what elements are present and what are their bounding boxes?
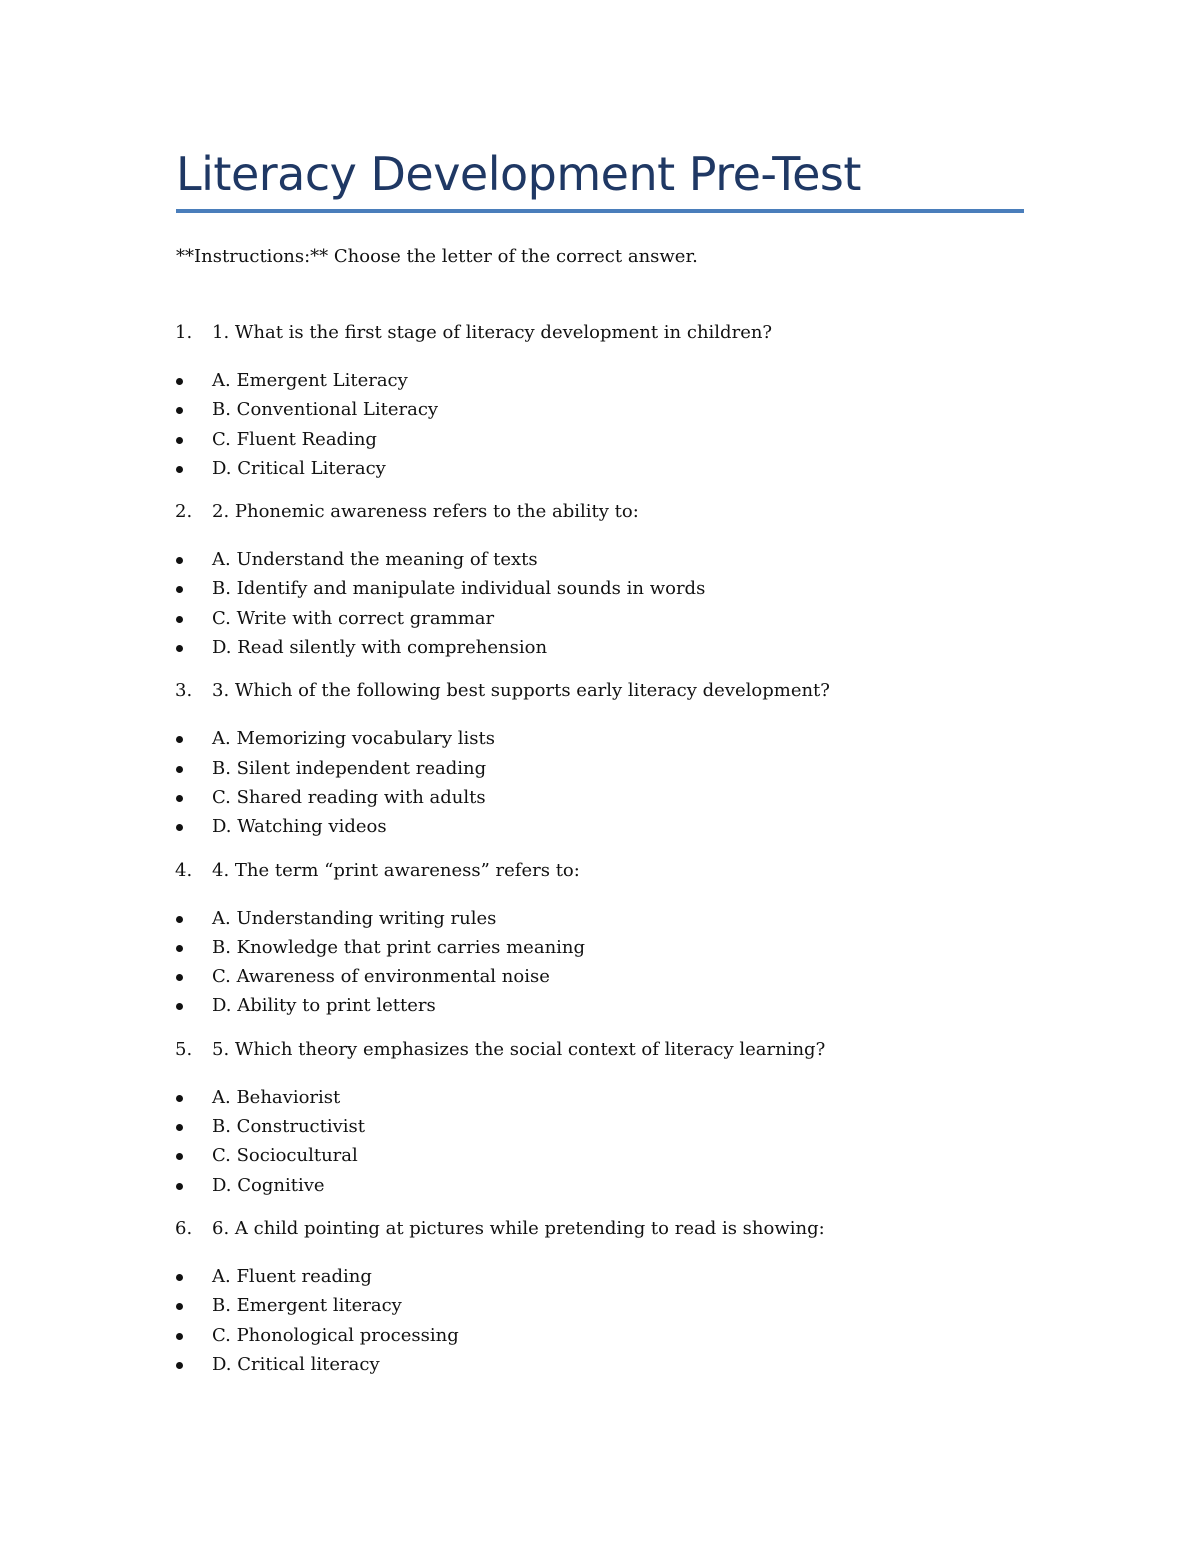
- answer-option-text: B. Conventional Literacy: [212, 399, 439, 421]
- answer-option-text: A. Understanding writing rules: [212, 907, 497, 929]
- answer-option: [0, 635, 1200, 664]
- answer-option-text: C. Write with correct grammar: [212, 607, 495, 629]
- question-item: [0, 858, 1200, 1023]
- answer-option-text: D. Critical literacy: [212, 1353, 380, 1375]
- question-text: 4. The term “print awareness” refers to:: [212, 859, 580, 881]
- answer-option-text: D. Watching videos: [212, 816, 387, 838]
- question-item: [0, 1037, 1200, 1202]
- bullet-icon: [176, 466, 183, 473]
- bullet-icon: [176, 974, 183, 981]
- answer-option-text: B. Knowledge that print carries meaning: [212, 936, 586, 958]
- answer-option-text: D. Ability to print letters: [212, 995, 436, 1017]
- question-text: 1. What is the first stage of literacy development in children?: [212, 322, 773, 343]
- answer-option-text: C. Phonological processing: [212, 1324, 459, 1346]
- answer-option-text: D. Critical Literacy: [212, 457, 386, 479]
- answer-option-text: C. Awareness of environmental noise: [212, 966, 550, 988]
- answer-option: [0, 547, 1200, 576]
- answer-option-text: C. Sociocultural: [212, 1145, 358, 1167]
- question-item: [0, 320, 1200, 485]
- answer-option: [0, 935, 1200, 964]
- bullet-icon: [176, 1003, 183, 1010]
- question-number: 1.: [175, 322, 193, 343]
- question-item: [0, 1216, 1200, 1381]
- bullet-icon: [176, 378, 183, 385]
- bullet-icon: [176, 1333, 183, 1340]
- bullet-icon: [176, 736, 183, 743]
- answer-options: [0, 1085, 1200, 1202]
- bullet-icon: [176, 645, 183, 652]
- bullet-icon: [176, 766, 183, 773]
- answer-option: [0, 606, 1200, 635]
- instructions-text: **Instructions:** Choose the letter of the correct answer.: [176, 246, 698, 267]
- question-text: 3. Which of the following best supports early literacy development?: [212, 680, 830, 702]
- answer-option: [0, 964, 1200, 993]
- bullet-icon: [176, 1095, 183, 1102]
- question-line: [0, 320, 1200, 346]
- question-text: 2. Phonemic awareness refers to the ability to:: [212, 501, 639, 523]
- answer-option-text: A. Understand the meaning of texts: [212, 549, 538, 571]
- answer-option-text: B. Identify and manipulate individual sounds in words: [212, 578, 706, 600]
- answer-options: [0, 1264, 1200, 1381]
- answer-option-text: A. Memorizing vocabulary lists: [212, 728, 496, 750]
- bullet-icon: [176, 824, 183, 831]
- answer-option-text: A. Behaviorist: [212, 1086, 341, 1108]
- answer-option: [0, 1352, 1200, 1381]
- question-list: [0, 320, 1200, 1395]
- answer-options: [0, 368, 1200, 485]
- question-number: 3.: [175, 680, 193, 702]
- answer-option: [0, 368, 1200, 397]
- answer-option: [0, 906, 1200, 935]
- answer-option-text: A. Emergent Literacy: [212, 370, 408, 391]
- question-number: 4.: [175, 859, 193, 881]
- answer-option: [0, 576, 1200, 605]
- question-line: [0, 858, 1200, 884]
- answer-option-text: A. Fluent reading: [212, 1265, 372, 1287]
- answer-option: [0, 814, 1200, 843]
- answer-option-text: D. Cognitive: [212, 1174, 325, 1196]
- question-number: 6.: [175, 1217, 193, 1239]
- question-number: 5.: [175, 1038, 193, 1060]
- answer-option: [0, 1114, 1200, 1143]
- title-underline: [176, 209, 1024, 213]
- bullet-icon: [176, 1124, 183, 1131]
- answer-option: [0, 1143, 1200, 1172]
- answer-option: [0, 427, 1200, 456]
- question-line: [0, 1037, 1200, 1063]
- bullet-icon: [176, 916, 183, 923]
- answer-option: [0, 456, 1200, 485]
- answer-option: [0, 785, 1200, 814]
- answer-option: [0, 726, 1200, 755]
- bullet-icon: [176, 1303, 183, 1310]
- answer-options: [0, 547, 1200, 664]
- bullet-icon: [176, 616, 183, 623]
- bullet-icon: [176, 1153, 183, 1160]
- question-item: [0, 499, 1200, 664]
- document-title: Literacy Development Pre-Test: [176, 147, 861, 201]
- answer-option-text: D. Read silently with comprehension: [212, 637, 548, 659]
- question-line: [0, 678, 1200, 704]
- bullet-icon: [176, 1362, 183, 1369]
- answer-option: [0, 1085, 1200, 1114]
- question-text: 6. A child pointing at pictures while pretending to read is showing:: [212, 1217, 825, 1239]
- answer-option: [0, 1173, 1200, 1202]
- answer-option: [0, 397, 1200, 426]
- bullet-icon: [176, 1183, 183, 1190]
- answer-option-text: B. Emergent literacy: [212, 1295, 402, 1317]
- answer-options: [0, 906, 1200, 1023]
- answer-option-text: B. Silent independent reading: [212, 757, 487, 779]
- bullet-icon: [176, 437, 183, 444]
- bullet-icon: [176, 945, 183, 952]
- bullet-icon: [176, 1274, 183, 1281]
- answer-options: [0, 726, 1200, 843]
- question-line: [0, 499, 1200, 525]
- question-line: [0, 1216, 1200, 1242]
- question-text: 5. Which theory emphasizes the social context of literacy learning?: [212, 1038, 826, 1060]
- answer-option: [0, 993, 1200, 1022]
- bullet-icon: [176, 795, 183, 802]
- answer-option-text: C. Fluent Reading: [212, 428, 377, 450]
- answer-option: [0, 1323, 1200, 1352]
- bullet-icon: [176, 557, 183, 564]
- bullet-icon: [176, 586, 183, 593]
- question-number: 2.: [175, 501, 193, 523]
- answer-option: [0, 1293, 1200, 1322]
- answer-option-text: C. Shared reading with adults: [212, 786, 486, 808]
- answer-option: [0, 756, 1200, 785]
- answer-option: [0, 1264, 1200, 1293]
- bullet-icon: [176, 407, 183, 414]
- question-item: [0, 678, 1200, 843]
- answer-option-text: B. Constructivist: [212, 1116, 366, 1138]
